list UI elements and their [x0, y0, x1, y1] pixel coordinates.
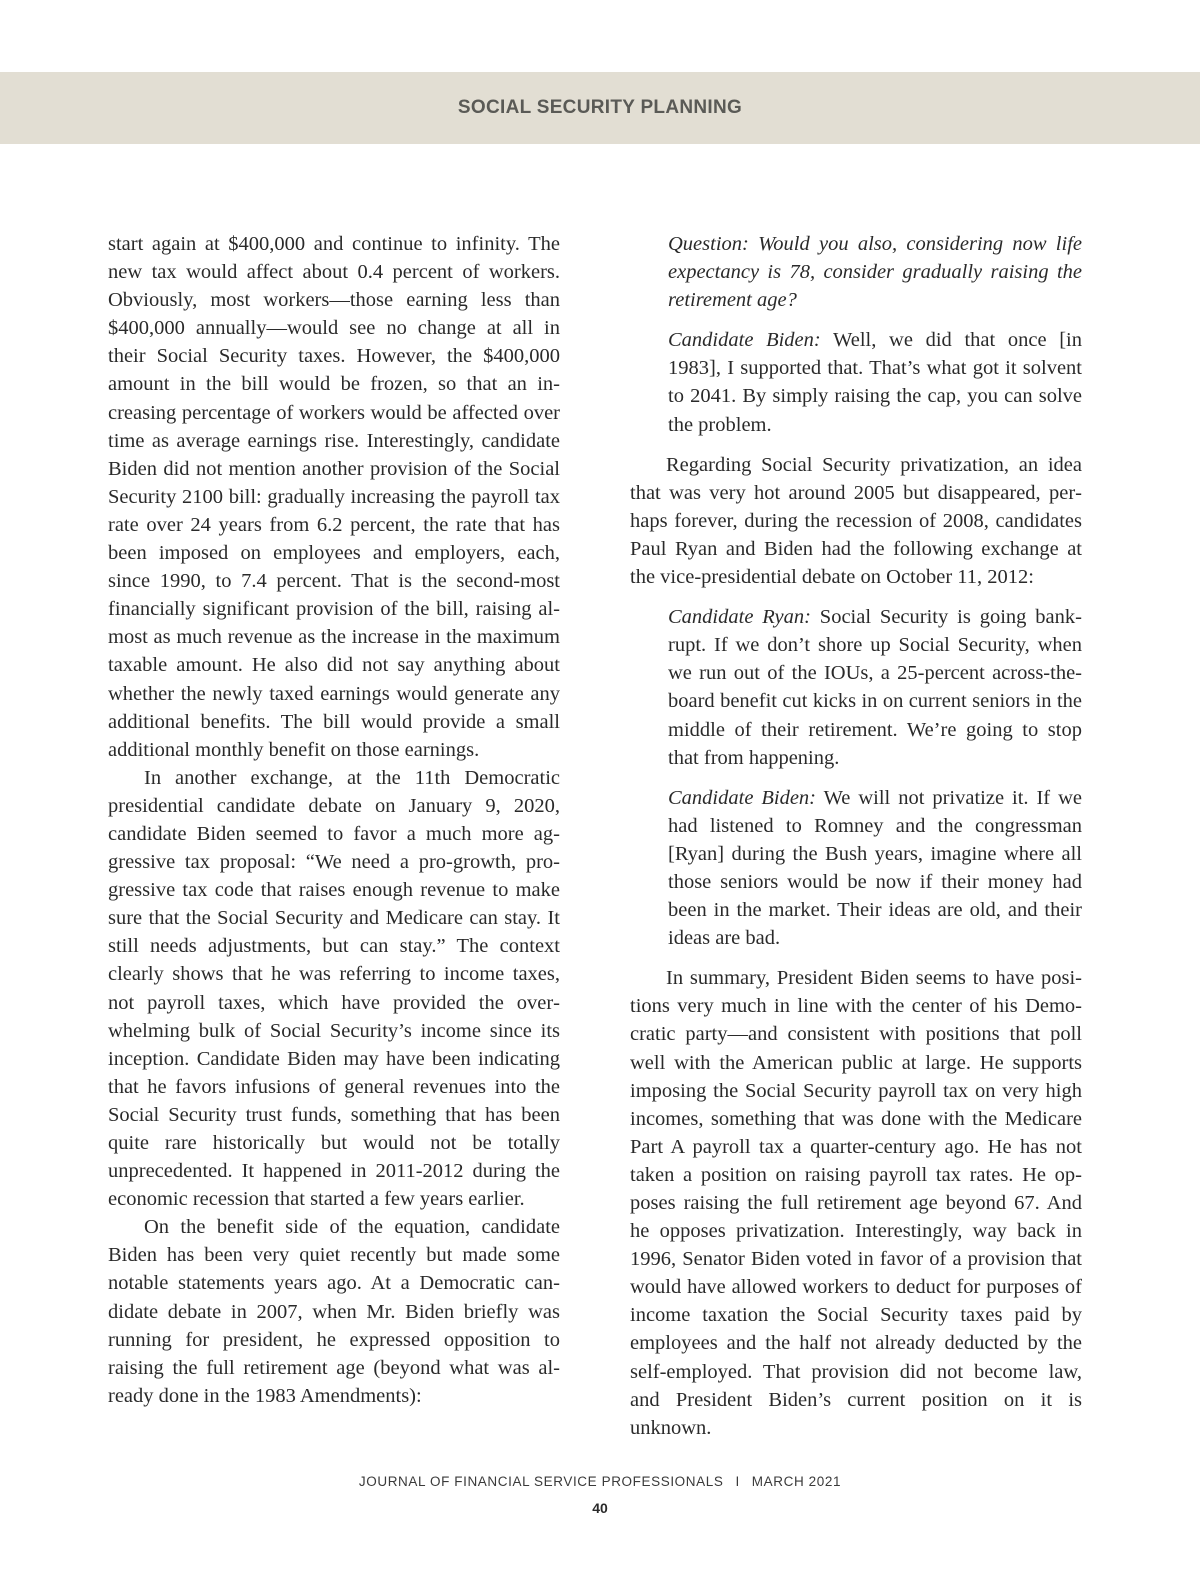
block-quote [668, 326, 1082, 438]
quote-text: Social Security is going bankrupt. If we don’t shore up Social Security, when we run out of the IOUs, a 25-percent across-the-board benefit cut kicks in on current seniors in the middle of their retirement. We’re going to stop that from happening. [668, 606, 1082, 769]
speaker-label: Candidate Biden: [668, 329, 821, 352]
block-quote [668, 603, 1082, 772]
section-header-band [0, 72, 1200, 144]
page-number: 40 [592, 1500, 608, 1516]
right-column [630, 230, 1082, 1442]
footer-separator: I [735, 1474, 740, 1489]
body-paragraph: In another exchange, at the 11th Democratic presidential candidate debate on January 9, 2020, candidate Biden seemed to favor a much more aggressive tax proposal: “We need a pro-growth, progressive tax code that raises enough revenue to make sure that the Social Security and Medicare can stay. It still needs adjustments, but can stay.” The context clearly shows that he was referring to income taxes, not payroll taxes, which have provided the overwhelming bulk of Social Security’s income since its inception. Candidate Biden may have been indicating that he favors infusions of general revenues into the Social Security trust funds, something that has been quite rare historically but would not be totally unprecedented. It happened in 2011-2012 during the economic recession that started a few years earlier. [108, 766, 560, 1211]
issue-date: MARCH 2021 [751, 1474, 842, 1489]
block-quote [668, 784, 1082, 953]
body-paragraph: Regarding Social Security privatization, an idea that was very hot around 2005 but disappeared, perhaps forever, during the recession of 2008, candidates Paul Ryan and Biden had the following exchange at the vice-presidential debate on October 11, 2012: [630, 453, 1082, 589]
body-paragraph: On the benefit side of the equation, candidate Biden has been very quiet recently but made some notable statements years ago. At a Democratic candidate debate in 2007, when Mr. Biden briefly was running for president, he expressed opposition to raising the full retirement age (beyond what was already done in the 1983 Amendments): [108, 1216, 560, 1407]
body-paragraph: start again at $400,000 and continue to infinity. The new tax would affect about 0.4 percent of workers. Obviously, most workers—those earning less than $400,000 annually—would see no change at all in their Social Security taxes. However, the $400,000 amount in the bill would be frozen, so that an increasing percentage of workers would be affected over time as average earnings rise. Interestingly, candidate Biden did not mention another provision of the Social Security 2100 bill: gradually increasing the payroll tax rate over 24 years from 6.2 percent, the rate that has been imposed on employees and employers, each, since 1990, to 7.4 percent. That is the second-most financially significant provision of the bill, raising almost as much revenue as the increase in the maximum taxable amount. He also did not say anything about whether the newly taxed earnings would generate any additional benefits. The bill would provide a small additional monthly benefit on those earnings. [108, 233, 560, 761]
quote-text: Well, we did that once [in 1983], I supported that. That’s what got it solvent to 2041. By simply raising the cap, you can solve the problem. [668, 329, 1082, 436]
section-title: SOCIAL SECURITY PLANNING [457, 97, 743, 118]
footer-journal-line [0, 1474, 1200, 1489]
quote-text: We will not privatize it. If we had listened to Romney and the congressman [Ryan] during the Bush years, imagine where all those seniors would be now if their money had been in the market. Their ideas are old, and their ideas are bad. [668, 786, 1082, 950]
left-column [108, 230, 560, 1410]
speaker-label: Candidate Biden: [668, 786, 817, 809]
block-quote-question: Question: Would you also, considering now life expectancy is 78, consider gradually raising the retirement age? [668, 233, 1082, 312]
speaker-label: Candidate Ryan: [668, 606, 811, 629]
body-paragraph: In summary, President Biden seems to have positions very much in line with the center of his Democratic party—and consistent with positions that poll well with the American public at large. He supports imposing the Social Security payroll tax on very high incomes, something that was done with the Medicare Part A payroll tax a quarter-century ago. He has not taken a position on raising payroll tax rates. He opposes raising the full retirement age beyond 67. And he opposes privatization. Interestingly, way back in 1996, Senator Biden voted in favor of a provision that would have allowed workers to deduct for purposes of income taxation the Social Security taxes paid by employees and the half not already deducted by the self-employed. That provision did not become law, and President Biden’s current position on it is unknown. [630, 967, 1082, 1439]
journal-name: JOURNAL OF FINANCIAL SERVICE PROFESSIONALS [358, 1474, 724, 1489]
